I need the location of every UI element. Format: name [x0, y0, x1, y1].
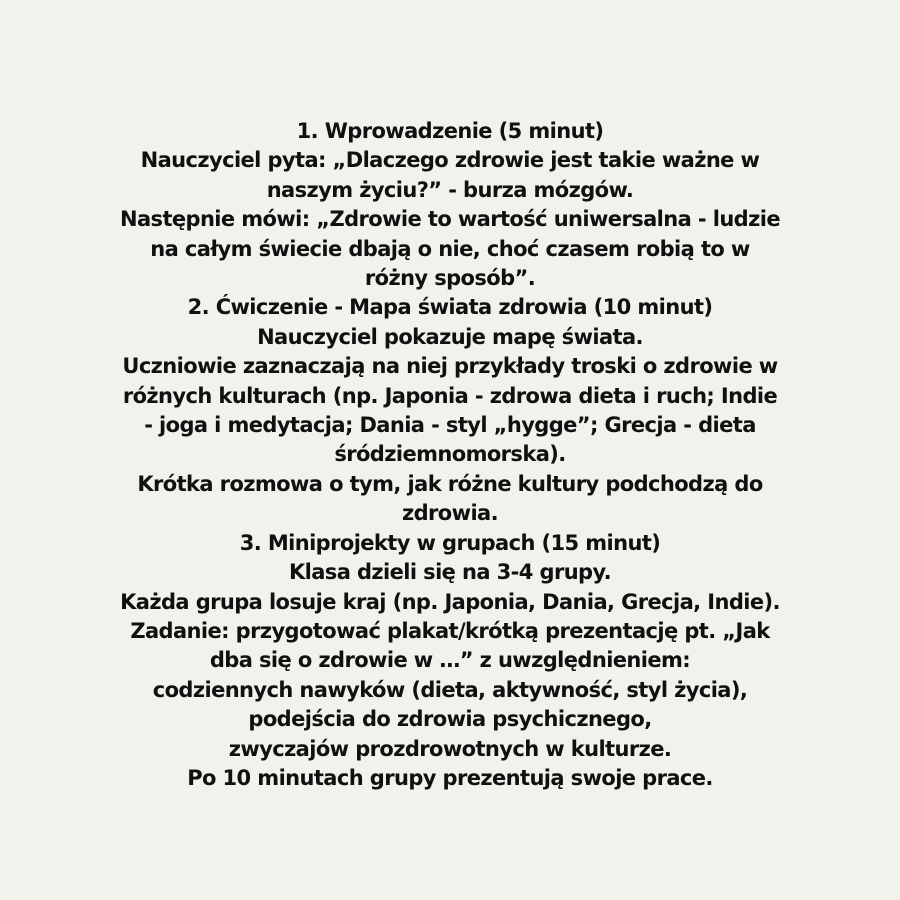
text-line: na całym świecie dbają o nie, choć czasem robią to w	[150, 236, 750, 261]
text-line: Uczniowie zaznaczają na niej przykłady troski o zdrowie w	[122, 354, 778, 379]
text-line: różnych kulturach (np. Japonia - zdrowa dieta i ruch; Indie	[122, 383, 778, 408]
text-line: Krótka rozmowa o tym, jak różne kultury podchodzą do	[137, 471, 763, 496]
text-line: Zadanie: przygotować plakat/krótką prezentację pt. „Jak	[130, 618, 770, 643]
text-line: podejścia do zdrowia psychicznego,	[248, 707, 652, 732]
lesson-plan-text	[40, 117, 860, 900]
text-line-heading-2: 2. Ćwiczenie - Mapa świata zdrowia (10 minut)	[187, 295, 713, 320]
text-line: codziennych nawyków (dieta, aktywność, styl życia),	[152, 677, 748, 702]
text-line: różny sposób”.	[364, 266, 536, 291]
text-line: zwyczajów prozdrowotnych w kulturze.	[228, 736, 672, 761]
text-line: naszym życiu?” - burza mózgów.	[266, 177, 634, 202]
text-line: śródziemnomorska).	[334, 442, 566, 467]
text-line: dba się o zdrowie w …” z uwzględnieniem:	[209, 648, 691, 673]
text-line: Po 10 minutach grupy prezentują swoje prace.	[187, 765, 713, 790]
text-line: Następnie mówi: „Zdrowie to wartość uniwersalna - ludzie	[120, 207, 780, 232]
text-line: Klasa dzieli się na 3-4 grupy.	[288, 560, 612, 585]
text-line: Nauczyciel pyta: „Dlaczego zdrowie jest takie ważne w	[140, 148, 760, 173]
text-line: - joga i medytacja; Dania - styl „hygge”; Grecja - dieta	[144, 413, 756, 438]
text-line-heading-3: 3. Miniprojekty w grupach (15 minut)	[239, 530, 661, 555]
text-line: zdrowia.	[402, 501, 498, 526]
text-line: Każda grupa losuje kraj (np. Japonia, Dania, Grecja, Indie).	[120, 589, 780, 614]
text-line: Nauczyciel pokazuje mapę świata.	[257, 324, 643, 349]
text-line-heading-1: 1. Wprowadzenie (5 minut)	[296, 119, 604, 143]
